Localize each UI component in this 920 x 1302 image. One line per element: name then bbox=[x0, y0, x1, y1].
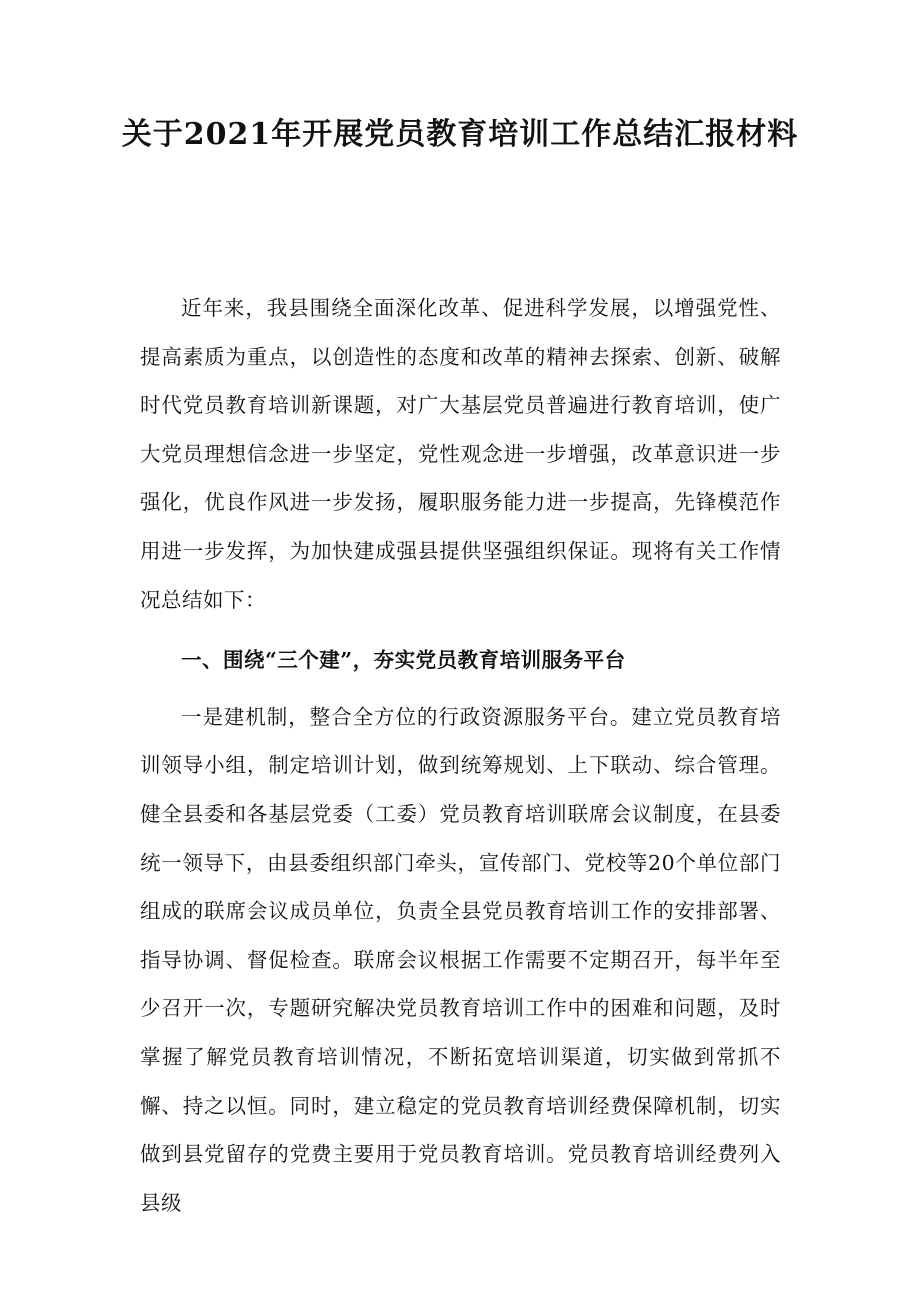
intro-paragraph: 近年来，我县围绕全面深化改革、促进科学发展，以增强党性、提高素质为重点，以创造性的态度和改革的精神去探索、创新、破解时代党员教育培训新课题，对广大基层党员普遍进行教育培训，使广大党员理想信念进一步坚定，党性观念进一步增强，改革意识进一步强化，优良作风进一步发扬，履职服务能力进一步提高，先锋模范作用进一步发挥，为加快建成强县提供坚强组织保证。现将有关工作情况总结如下： bbox=[140, 296, 781, 612]
section-heading: 一、围绕“三个建”，夯实党员教育培训服务平台 bbox=[181, 648, 626, 673]
section-paragraph: 一是建机制，整合全方位的行政资源服务平台。建立党员教育培训领导小组，制定培训计划，做到统筹规划、上下联动、综合管理。健全县委和各基层党委（工委）党员教育培训联席会议制度，在县委统一领导下，由县委组织部门牵头，宣传部门、党校等20个单位部门组成的联席会议成员单位，负责全县党员教育培训工作的安排部署、指导协调、督促检查。联席会议根据工作需要不定期召开，每半年至少召开一次，专题研究解决党员教育培训工作中的困难和问题，及时掌握了解党员教育培训情况，不断拓宽培训渠道，切实做到常抓不懈、持之以恒。同时，建立稳定的党员教育培训经费保障机制，切实做到县党留存的党费主要用于党员教育培训。党员教育培训经费列入县级 bbox=[140, 704, 781, 1215]
document-body bbox=[140, 284, 781, 1227]
document-title: 关于2021年开展党员教育培训工作总结汇报材料 bbox=[121, 117, 799, 152]
